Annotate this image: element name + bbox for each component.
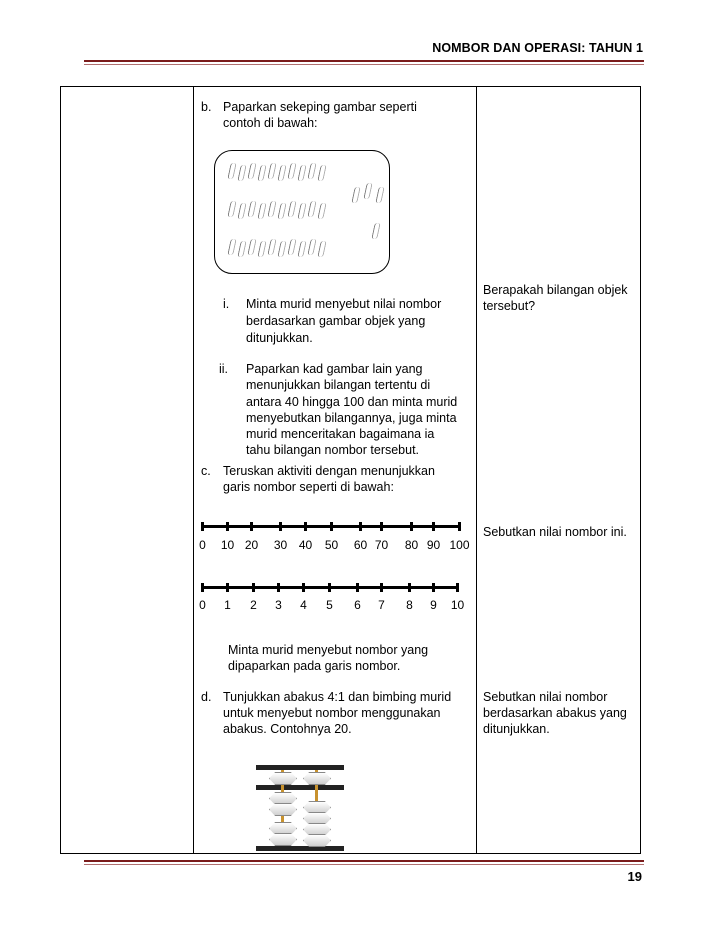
section-b-letter: b. bbox=[201, 100, 212, 114]
object-drawing bbox=[297, 203, 306, 219]
number-line-label: 6 bbox=[354, 598, 361, 612]
number-line-label: 10 bbox=[450, 598, 465, 612]
abacus-bottom-bar bbox=[256, 846, 344, 851]
number-line-tick bbox=[252, 583, 255, 592]
object-drawing bbox=[307, 163, 316, 179]
object-drawing bbox=[317, 203, 326, 219]
number-line-label: 0 bbox=[199, 598, 206, 612]
abacus-bead bbox=[269, 772, 297, 785]
abacus-top-bar bbox=[256, 765, 344, 770]
number-line-label: 80 bbox=[404, 538, 419, 552]
section-c-line: Teruskan aktiviti dengan menunjukkan bbox=[223, 464, 435, 478]
number-line-label: 2 bbox=[250, 598, 257, 612]
section-c-after-line: Minta murid menyebut nombor yang bbox=[228, 643, 429, 657]
object-drawing bbox=[247, 201, 256, 217]
object-drawing bbox=[267, 201, 276, 217]
column-divider-2 bbox=[476, 87, 477, 853]
object-drawing bbox=[317, 241, 326, 257]
number-line-tick bbox=[408, 583, 411, 592]
number-line-tick bbox=[410, 522, 413, 531]
number-line-label: 30 bbox=[273, 538, 288, 552]
object-drawing bbox=[267, 239, 276, 255]
section-d-line: untuk menyebut nombor menggunakan bbox=[223, 706, 441, 720]
section-d-note-line: Sebutkan nilai nombor bbox=[483, 690, 608, 704]
object-drawing bbox=[247, 239, 256, 255]
object-drawing bbox=[237, 203, 246, 219]
object-drawing bbox=[237, 241, 246, 257]
object-drawing bbox=[267, 163, 276, 179]
object-drawing bbox=[277, 165, 286, 181]
number-line-tick bbox=[359, 522, 362, 531]
number-line-tick bbox=[201, 583, 204, 592]
number-line-label: 40 bbox=[298, 538, 313, 552]
abacus-bead bbox=[303, 772, 331, 785]
abacus-bead bbox=[269, 803, 297, 816]
object-drawing bbox=[237, 165, 246, 181]
section-b-line: contoh di bawah: bbox=[223, 116, 318, 130]
object-drawing bbox=[287, 163, 296, 179]
number-line-tick bbox=[356, 583, 359, 592]
section-d-line: abakus. Contohnya 20. bbox=[223, 722, 352, 736]
number-line-label: 90 bbox=[426, 538, 441, 552]
section-d-note-line: berdasarkan abakus yang bbox=[483, 706, 627, 720]
section-c-after-line: dipaparkan pada garis nombor. bbox=[228, 659, 401, 673]
page-header-title: NOMBOR DAN OPERASI: TAHUN 1 bbox=[432, 41, 643, 55]
object-drawing bbox=[227, 163, 236, 179]
number-line-label: 4 bbox=[300, 598, 307, 612]
section-b-text bbox=[223, 99, 417, 131]
object-drawing bbox=[307, 201, 316, 217]
item-ii-number: ii. bbox=[219, 362, 229, 376]
object-drawing bbox=[257, 203, 266, 219]
object-drawing bbox=[227, 201, 236, 217]
number-line-tick bbox=[330, 522, 333, 531]
number-line-tick bbox=[226, 583, 229, 592]
number-line-label: 70 bbox=[374, 538, 389, 552]
section-c-text bbox=[223, 463, 435, 495]
section-d-line: Tunjukkan abakus 4:1 dan bimbing murid bbox=[223, 690, 452, 704]
number-line-tick bbox=[432, 522, 435, 531]
number-line-label: 7 bbox=[378, 598, 385, 612]
abacus-illustration bbox=[256, 765, 344, 855]
number-line-tick bbox=[304, 522, 307, 531]
section-b-note bbox=[483, 282, 628, 314]
number-line-label: 8 bbox=[406, 598, 413, 612]
object-drawing bbox=[363, 183, 372, 199]
number-line-tick bbox=[432, 583, 435, 592]
section-c-letter: c. bbox=[201, 464, 211, 478]
header-rule-thin bbox=[84, 64, 644, 65]
number-line-tick bbox=[250, 522, 253, 531]
item-i-line: Minta murid menyebut nilai nombor bbox=[246, 297, 442, 311]
object-drawing bbox=[287, 201, 296, 217]
section-b-line: Paparkan sekeping gambar seperti bbox=[223, 100, 417, 114]
object-drawing bbox=[375, 187, 384, 203]
number-line-label: 100 bbox=[449, 538, 470, 552]
object-drawing bbox=[307, 239, 316, 255]
section-d-note-line: ditunjukkan. bbox=[483, 722, 550, 736]
object-drawing bbox=[227, 239, 236, 255]
number-line-label: 9 bbox=[430, 598, 437, 612]
section-d-letter: d. bbox=[201, 690, 212, 704]
number-line-label: 20 bbox=[244, 538, 259, 552]
section-c-note: Sebutkan nilai nombor ini. bbox=[483, 525, 627, 539]
section-c-line: garis nombor seperti di bawah: bbox=[223, 480, 394, 494]
object-drawing bbox=[277, 203, 286, 219]
number-line-tick bbox=[201, 522, 204, 531]
number-line-tick bbox=[456, 583, 459, 592]
section-d-note bbox=[483, 689, 627, 737]
section-d-text bbox=[223, 689, 451, 737]
section-c-after-text bbox=[228, 642, 428, 674]
number-line-label: 50 bbox=[324, 538, 339, 552]
object-drawing bbox=[371, 223, 380, 239]
number-line-tick bbox=[380, 583, 383, 592]
abacus-bead bbox=[269, 833, 297, 846]
footer-rule-thin bbox=[84, 864, 644, 865]
number-line-tick bbox=[380, 522, 383, 531]
number-line-tick bbox=[458, 522, 461, 531]
item-ii-line: menunjukkan bilangan tertentu di bbox=[246, 378, 431, 393]
header-rule bbox=[84, 60, 644, 62]
item-ii-line: antara 40 hingga 100 dan minta murid bbox=[246, 394, 458, 409]
number-line-tick bbox=[279, 522, 282, 531]
item-i-line: berdasarkan gambar objek yang bbox=[246, 314, 426, 328]
objects-picture-card bbox=[214, 150, 390, 274]
object-drawing bbox=[297, 165, 306, 181]
footer-rule bbox=[84, 860, 644, 862]
object-drawing bbox=[317, 165, 326, 181]
number-line-label: 60 bbox=[353, 538, 368, 552]
object-drawing bbox=[247, 163, 256, 179]
object-drawing bbox=[351, 187, 360, 203]
note-line: tersebut? bbox=[483, 299, 536, 313]
item-ii-text bbox=[246, 361, 457, 459]
item-ii-line: menyebutkan bilangannya, juga minta bbox=[246, 410, 457, 425]
number-line-label: 10 bbox=[220, 538, 235, 552]
item-ii-line: murid menceritakan bagaimana ia bbox=[246, 427, 435, 442]
object-drawing bbox=[257, 241, 266, 257]
number-line-label: 5 bbox=[326, 598, 333, 612]
number-line-tick bbox=[328, 583, 331, 592]
number-line-tick bbox=[277, 583, 280, 592]
number-line-tick bbox=[302, 583, 305, 592]
item-i-number: i. bbox=[223, 297, 230, 311]
number-line-label: 1 bbox=[224, 598, 231, 612]
number-line-tick bbox=[226, 522, 229, 531]
page-number: 19 bbox=[627, 869, 642, 884]
number-line-label: 0 bbox=[199, 538, 206, 552]
item-i-line: ditunjukkan. bbox=[246, 331, 313, 345]
number-line-label: 3 bbox=[275, 598, 282, 612]
object-drawing bbox=[287, 239, 296, 255]
object-drawing bbox=[277, 241, 286, 257]
column-divider-1 bbox=[193, 87, 194, 853]
note-line: Berapakah bilangan objek bbox=[483, 283, 628, 297]
object-drawing bbox=[257, 165, 266, 181]
item-i-text bbox=[246, 296, 441, 347]
object-drawing bbox=[297, 241, 306, 257]
abacus-middle-bar bbox=[256, 785, 344, 790]
item-ii-line: tahu bilangan nombor tersebut. bbox=[246, 443, 420, 458]
item-ii-line: Paparkan kad gambar lain yang bbox=[246, 362, 423, 376]
